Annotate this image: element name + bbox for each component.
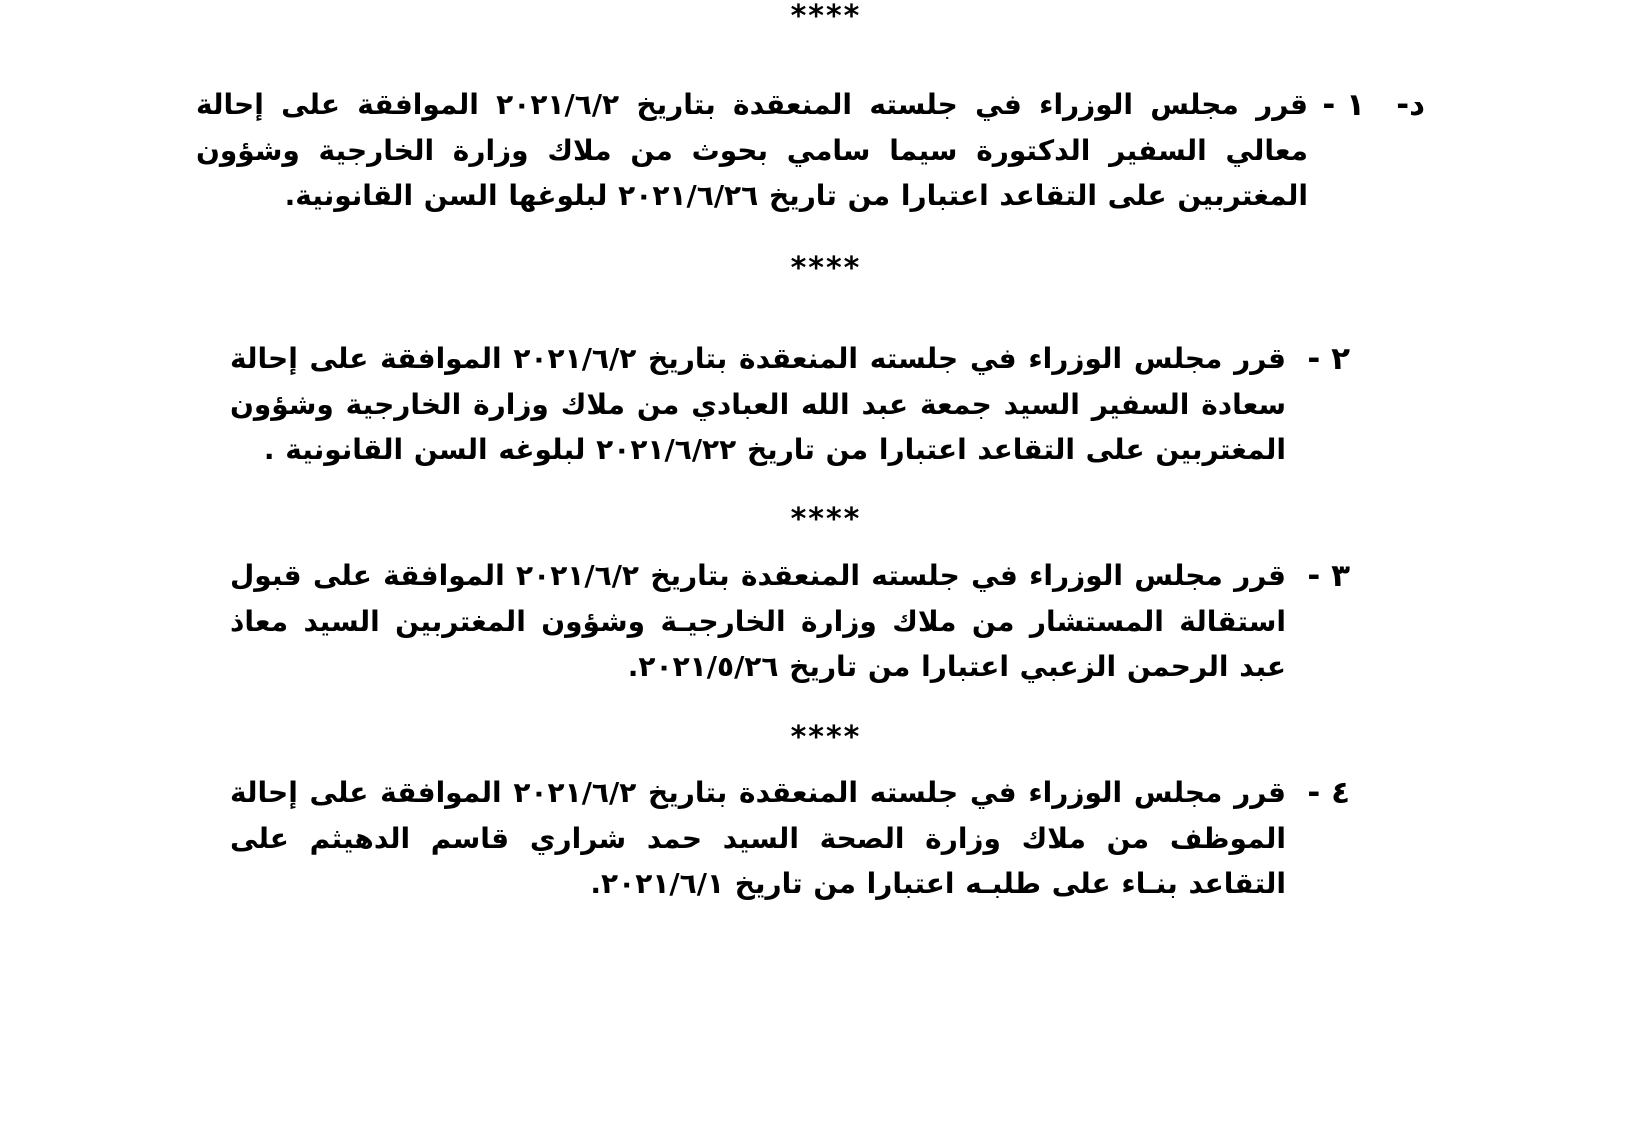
section-letter: د- (1396, 87, 1425, 123)
decision-item-2 (230, 336, 1350, 476)
item-number: ٤ - (1307, 775, 1350, 811)
item-text: قرر مجلس الوزراء في جلسته المنعقدة بتاريخ ٢٠٢١/٦/٢ الموافقة على إحالة الموظف من ملاك وزارة الصحة السيد حمد شراري قاسم الدهيثم على التقاعد بنـاء على طلبـه اعتبارا من تاريخ ٢٠٢١/٦/١. (230, 776, 1286, 900)
item-text: قرر مجلس الوزراء في جلسته المنعقدة بتاريخ ٢٠٢١/٦/٢ الموافقة على إحالة معالي السفير الدكتورة سيما سامي بحوث من ملاك وزارة الخارجية وشؤون المغتربين على التقاعد اعتبارا من تاريخ ٢٠٢١/٦/٢٦ لبلوغها السن القانونية. (196, 88, 1308, 212)
item-number: ١ - (1322, 87, 1365, 123)
item-number: ٣ - (1307, 558, 1350, 594)
decision-item-1 (195, 82, 1425, 222)
separator-stars: **** (790, 251, 862, 286)
separator-stars: **** (790, 0, 862, 34)
separator-stars: **** (790, 502, 862, 537)
separator-stars: **** (790, 720, 862, 755)
item-text: قرر مجلس الوزراء في جلسته المنعقدة بتاريخ ٢٠٢١/٦/٢ الموافقة على إحالة سعادة السفير السيد جمعة عبد الله العبادي من ملاك وزارة الخارجية وشؤون المغتربين على التقاعد اعتبارا من تاريخ ٢٠٢١/٦/٢٢ لبلوغه السن القانونية . (230, 342, 1286, 466)
decision-item-3 (230, 553, 1350, 693)
decision-item-4 (230, 770, 1350, 910)
item-text: قرر مجلس الوزراء في جلسته المنعقدة بتاريخ ٢٠٢١/٦/٢ الموافقة على قبول استقالة المستشار من ملاك وزارة الخارجيـة وشؤون المغتربين السيد معاذ عبد الرحمن الزعبي اعتبارا من تاريخ ٢٠٢١/٥/٢٦. (230, 559, 1286, 683)
item-number: ٢ - (1307, 341, 1350, 377)
